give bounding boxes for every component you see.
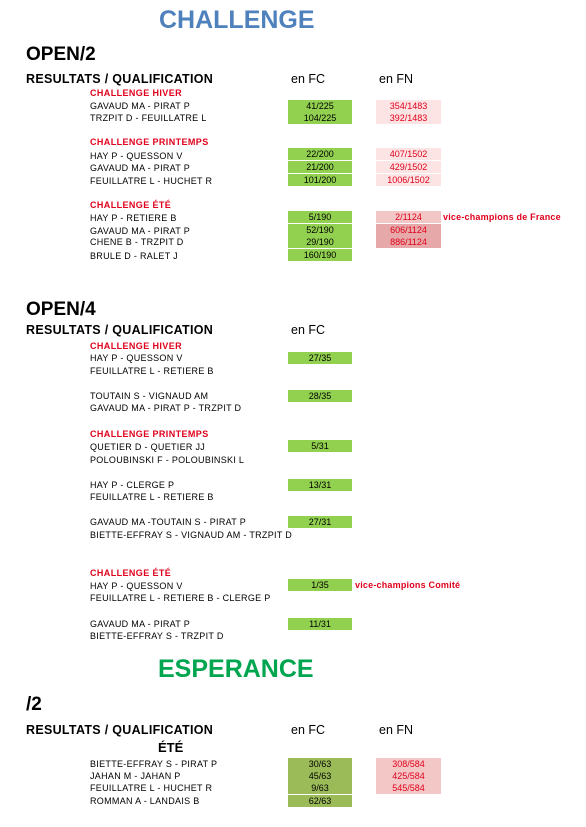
esp2-title: /2 bbox=[26, 694, 42, 715]
team-name: POLOUBINSKI F - POLOUBINSKI L bbox=[90, 455, 245, 465]
open2-header: RESULTATS / QUALIFICATION bbox=[26, 72, 214, 86]
team-name: FEUILLATRE L - RETIERE B bbox=[90, 492, 214, 502]
fc-rank-cell: 11/31 bbox=[288, 618, 352, 630]
table-row-name: FEUILLATRE L - HUCHET R bbox=[90, 176, 213, 186]
table-row-name: ROMMAN A - LANDAIS B bbox=[90, 796, 200, 806]
open2-ete-label: CHALLENGE ÉTÉ bbox=[90, 200, 172, 210]
table-row-name: BRULE D - RALET J bbox=[90, 251, 178, 261]
fc-rank-cell: 21/200 bbox=[288, 161, 352, 173]
table-row-name: CHENE B - TRZPIT D bbox=[90, 237, 184, 247]
fn-rank-cell: 354/1483 bbox=[376, 100, 441, 112]
open4-hiver-label: CHALLENGE HIVER bbox=[90, 341, 183, 351]
table-row-name: GAVAUD MA - PIRAT P bbox=[90, 101, 191, 111]
table-row-name: GAVAUD MA - PIRAT P bbox=[90, 226, 191, 236]
open4-header: RESULTATS / QUALIFICATION bbox=[26, 323, 214, 337]
fn-rank-cell: 429/1502 bbox=[376, 161, 441, 173]
esp2-col-fc: en FC bbox=[291, 723, 326, 737]
fc-rank-cell: 1/35 bbox=[288, 579, 352, 591]
fn-rank-cell: 545/584 bbox=[376, 782, 441, 794]
esp2-col-fn: en FN bbox=[379, 723, 414, 737]
fc-rank-cell: 22/200 bbox=[288, 148, 352, 160]
fn-rank-cell: 606/1124 bbox=[376, 224, 441, 236]
open4-col-fc: en FC bbox=[291, 323, 326, 337]
team-name: HAY P - QUESSON V bbox=[90, 581, 183, 591]
team-name: FEUILLATRE L - RETIERE B - CLERGE P bbox=[90, 593, 271, 603]
fc-rank-cell: 9/63 bbox=[288, 782, 352, 794]
team-name: BIETTE-EFFRAY S - TRZPIT D bbox=[90, 631, 224, 641]
fc-rank-cell: 101/200 bbox=[288, 174, 352, 186]
fc-rank-cell: 28/35 bbox=[288, 390, 352, 402]
open4-printemps-label: CHALLENGE PRINTEMPS bbox=[90, 429, 209, 439]
fc-rank-cell: 62/63 bbox=[288, 795, 352, 807]
fn-rank-cell: 425/584 bbox=[376, 770, 441, 782]
fn-rank-cell: 2/1124 bbox=[376, 211, 441, 223]
open4-title: OPEN/4 bbox=[26, 299, 96, 320]
team-name: GAVAUD MA -TOUTAIN S - PIRAT P bbox=[90, 517, 247, 527]
team-name: TOUTAIN S - VIGNAUD AM bbox=[90, 391, 209, 401]
table-row-name: TRZPIT D - FEUILLATRE L bbox=[90, 113, 207, 123]
fc-rank-cell: 41/225 bbox=[288, 100, 352, 112]
fn-rank-cell: 392/1483 bbox=[376, 112, 441, 124]
team-name: FEUILLATRE L - RETIERE B bbox=[90, 366, 214, 376]
team-name: HAY P - CLERGE P bbox=[90, 480, 175, 490]
team-name: HAY P - QUESSON V bbox=[90, 353, 183, 363]
open2-title: OPEN/2 bbox=[26, 44, 96, 65]
esperance-title: ESPERANCE bbox=[158, 655, 314, 683]
fc-rank-cell: 30/63 bbox=[288, 758, 352, 770]
fc-rank-cell: 5/31 bbox=[288, 440, 352, 452]
fc-rank-cell: 27/35 bbox=[288, 352, 352, 364]
esp2-header: RESULTATS / QUALIFICATION bbox=[26, 723, 214, 737]
fc-rank-cell: 52/190 bbox=[288, 224, 352, 236]
fc-rank-cell: 45/63 bbox=[288, 770, 352, 782]
table-row-name: JAHAN M - JAHAN P bbox=[90, 771, 181, 781]
fc-rank-cell: 5/190 bbox=[288, 211, 352, 223]
fn-rank-cell: 308/584 bbox=[376, 758, 441, 770]
fn-rank-cell: 886/1124 bbox=[376, 236, 441, 248]
table-row-name: GAVAUD MA - PIRAT P bbox=[90, 163, 191, 173]
table-row-name: HAY P - QUESSON V bbox=[90, 151, 183, 161]
fn-rank-cell: 407/1502 bbox=[376, 148, 441, 160]
table-row-name: HAY P - RETIERE B bbox=[90, 213, 177, 223]
team-name: GAVAUD MA - PIRAT P bbox=[90, 619, 191, 629]
team-name: QUETIER D - QUETIER JJ bbox=[90, 442, 206, 452]
challenge-title: CHALLENGE bbox=[159, 6, 315, 34]
fc-rank-cell: 104/225 bbox=[288, 112, 352, 124]
open2-col-fn: en FN bbox=[379, 72, 414, 86]
fc-rank-cell: 13/31 bbox=[288, 479, 352, 491]
open2-hiver-label: CHALLENGE HIVER bbox=[90, 88, 183, 98]
award-note: vice-champions de France bbox=[443, 212, 561, 222]
open4-ete-label: CHALLENGE ÉTÉ bbox=[90, 568, 172, 578]
team-name: GAVAUD MA - PIRAT P - TRZPIT D bbox=[90, 403, 242, 413]
table-row-name: BIETTE-EFFRAY S - PIRAT P bbox=[90, 759, 218, 769]
award-note: vice-champions Comité bbox=[355, 580, 461, 590]
fc-rank-cell: 29/190 bbox=[288, 236, 352, 248]
fn-rank-cell: 1006/1502 bbox=[376, 174, 441, 186]
team-name: BIETTE-EFFRAY S - VIGNAUD AM - TRZPIT D bbox=[90, 530, 293, 540]
table-row-name: FEUILLATRE L - HUCHET R bbox=[90, 783, 213, 793]
fc-rank-cell: 27/31 bbox=[288, 516, 352, 528]
fc-rank-cell: 160/190 bbox=[288, 249, 352, 261]
esp2-ete-label: ÉTÉ bbox=[158, 740, 184, 755]
open2-printemps-label: CHALLENGE PRINTEMPS bbox=[90, 137, 209, 147]
open2-col-fc: en FC bbox=[291, 72, 326, 86]
